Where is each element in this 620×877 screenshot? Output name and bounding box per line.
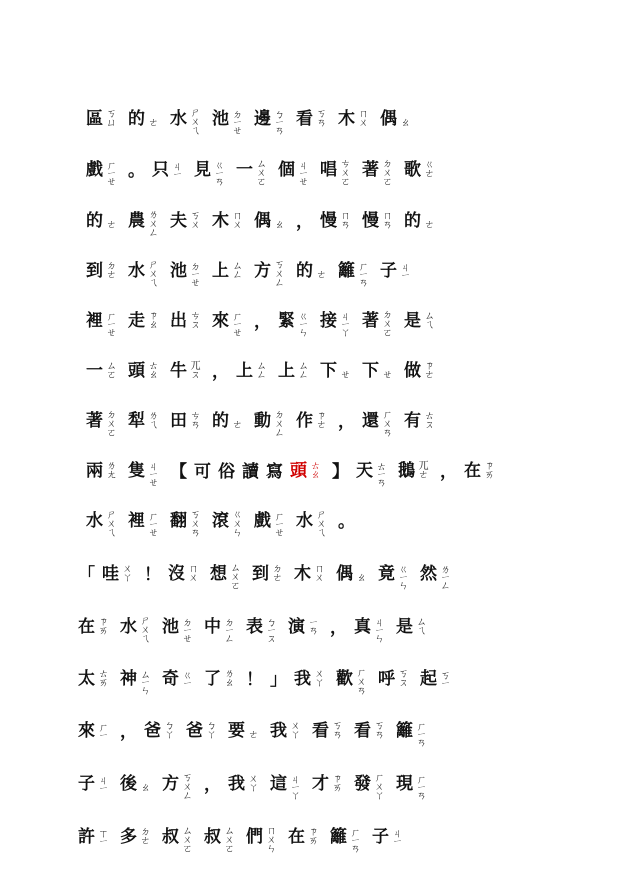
text-line [78,702,578,752]
annotated-character: 我 ㄨㄚ [294,668,323,689]
annotated-character: 看 ㄎㄢ [354,720,383,741]
annotated-character: 兩 ㄌㄤ [86,460,115,481]
annotated-character: 的 ㄜ [296,261,325,281]
text-line [78,598,578,648]
text-line [86,392,586,442]
annotated-character: 我 ㄨㄚ [270,720,299,741]
annotated-character: 呼 ㄎㄡ [378,668,407,689]
annotated-character: 爸 ㄅㄚ [144,720,173,741]
text-line [86,492,586,542]
annotated-character: 動 ㄉㄨㄥ [254,409,283,436]
annotated-character: 滾 ㄍㄨㄣ [212,509,241,536]
annotated-character: 頭 ㄊㄠ [290,460,319,481]
annotated-character: 們 ㄇㄨㄣ [246,825,275,852]
annotated-character: 一 ㄙㄨㄛ [236,158,265,185]
annotated-character: 水 ㄕㄨㄟ [86,509,115,536]
annotated-character: 多 ㄉㄜ [120,826,149,847]
annotated-character: 才 ㄗㄞ [312,773,341,794]
annotated-character: 在 ㄗㄞ [464,460,493,481]
annotated-character: 戲 ㄏㄧㄝ [254,511,283,536]
annotated-character: 在 ㄗㄞ [78,616,107,637]
annotated-character: 牛 ㄫㄡ [170,360,199,381]
annotated-character: 籬 ㄏㄧㄢ [396,721,425,746]
text-line [86,442,586,492]
text-line [86,242,586,292]
annotated-character: 裡 ㄏㄧㄝ [128,511,157,536]
punctuation: ！ [144,565,161,585]
text-line [78,755,578,805]
annotated-character: 走 ㄗㄠ [128,310,157,331]
punctuation: ， [254,312,271,332]
text-line [86,292,586,342]
annotated-character: 鵝 ㄫㄜ [398,460,427,481]
punctuation: ， [120,722,137,742]
annotated-character: 方 ㄎㄨㄥ [254,259,283,286]
annotated-character: 現 ㄏㄧㄢ [396,774,425,799]
annotated-character: 犁 ㄌㄟ [128,410,157,431]
annotated-character: 下 ㄝ [362,361,391,381]
annotated-character: 後 ㄠ [120,774,149,794]
annotated-character: 表 ㄅㄧㄡ [246,617,275,642]
punctuation: ， [212,362,229,382]
text-line [86,342,586,392]
annotated-character: 見 ㄍㄧㄢ [194,160,223,185]
annotated-character: 水 ㄕㄨㄟ [296,509,325,536]
annotated-character: 作 ㄗㄜ [296,410,325,431]
annotated-character: 發 ㄏㄨㄚ [354,772,383,799]
annotated-character: 田 ㄘㄢ [170,410,199,431]
annotated-character: 上 ㄙㄥ [278,360,307,381]
annotated-character: 水 ㄕㄨㄟ [120,615,149,642]
text-line [86,192,586,242]
annotated-character: 著 ㄉㄨㄛ [86,409,115,436]
annotated-character: 水 ㄕㄨㄟ [170,107,199,134]
annotated-character: 有 ㄊㄡ [404,410,433,431]
text-line [86,141,586,191]
annotated-character: 許 ㄒㄧ [78,827,107,847]
annotated-character: 子 ㄐㄧ [372,827,401,847]
annotated-character: 偶 ㄠ [380,109,409,129]
annotated-character: 了 ㄌㄠ [204,668,233,689]
punctuation: 。 [128,161,145,181]
annotated-character: 來 ㄏㄧㄝ [212,311,241,336]
annotated-character: 著 ㄉㄨㄛ [362,158,391,185]
annotated-character: 的 ㄜ [404,211,433,231]
annotated-character: 天 ㄊㄧㄢ [356,461,385,486]
annotated-character: 爸 ㄅㄚ [186,720,215,741]
annotated-character: 偶 ㄠ [254,211,283,231]
punctuation: 俗 [218,462,235,482]
annotated-character: 戲 ㄏㄧㄝ [86,160,115,185]
annotated-character: 偶 ㄠ [336,564,365,584]
annotated-character: 下 ㄝ [320,361,349,381]
punctuation: ， [338,412,355,432]
annotated-character: 裡 ㄏㄧㄝ [86,311,115,336]
annotated-character: 我 ㄨㄚ [228,773,257,794]
annotated-character: 木 ㄇㄨ [294,563,323,584]
annotated-character: 籬 ㄏㄧㄢ [338,261,367,286]
punctuation: 寫 [266,462,283,482]
annotated-character: 是 ㄙㄟ [396,616,425,637]
annotated-character: 沒 ㄇㄨ [168,563,197,584]
annotated-character: 隻 ㄐㄧㄝ [128,461,157,486]
annotated-character: 池 ㄉㄧㄝ [170,261,199,286]
annotated-character: 到 ㄉㄜ [252,563,281,584]
annotated-character: 要 ㄜ [228,721,257,741]
annotated-character: 竟 ㄍㄧㄣ [378,564,407,589]
annotated-character: 做 ㄗㄜ [404,360,433,381]
annotated-character: 只 ㄐㄧ [152,160,181,180]
annotated-character: 翻 ㄎㄨㄢ [170,509,199,536]
punctuation: ， [296,212,313,232]
annotated-character: 慢 ㄇㄢ [320,210,349,231]
text-line [86,90,586,140]
annotated-character: 著 ㄉㄨㄛ [362,309,391,336]
annotated-character: 上 ㄙㄥ [212,260,241,281]
annotated-character: 夫 ㄎㄨ [170,210,199,231]
annotated-character: 上 ㄙㄥ [236,360,265,381]
punctuation: 】 [332,462,349,482]
punctuation: 「 [78,565,95,585]
annotated-character: 木 ㄇㄨ [338,108,367,129]
annotated-character: 一 ㄙㄛ [86,360,115,381]
annotated-character: 籬 ㄏㄧㄢ [330,827,359,852]
annotated-character: 起 ㄎㄧ [420,669,449,689]
annotated-character: 哇 ㄨㄚ [102,563,131,584]
annotated-character: 奇 ㄍㄧ [162,669,191,689]
punctuation: 可 [194,462,211,482]
annotated-character: 子 ㄐㄧ [380,261,409,281]
annotated-character: 池 ㄉㄧㄝ [162,617,191,642]
annotated-character: 叔 ㄙㄨㄛ [162,825,191,852]
annotated-character: 看 ㄎㄢ [296,108,325,129]
annotated-character: 邊 ㄅㄧㄢ [254,109,283,134]
annotated-character: 的 ㄜ [128,109,157,129]
annotated-character: 慢 ㄇㄢ [362,210,391,231]
annotated-character: 想 ㄙㄨㄛ [210,562,239,589]
annotated-character: 的 ㄜ [86,211,115,231]
annotated-character: 中 ㄉㄧㄥ [204,617,233,642]
annotated-character: 是 ㄙㄟ [404,310,433,331]
annotated-character: 木 ㄇㄨ [212,210,241,231]
annotated-character: 來 ㄏㄧ [78,721,107,741]
annotated-character: 緊 ㄍㄧㄣ [278,311,307,336]
punctuation: 【 [170,462,187,482]
text-line [78,545,578,595]
annotated-character: 唱 ㄘㄨㄛ [320,158,349,185]
annotated-character: 看 ㄎㄢ [312,720,341,741]
punctuation: 。 [338,512,355,532]
annotated-character: 方 ㄎㄨㄥ [162,772,191,799]
annotated-character: 這 ㄐㄧㄚ [270,774,299,799]
text-line [78,650,578,700]
annotated-character: 出 ㄘㄡ [170,310,199,331]
punctuation: ， [330,618,347,638]
punctuation: 」 [270,670,287,690]
annotated-character: 個 ㄐㄧㄝ [278,160,307,185]
text-line [78,808,578,858]
annotated-character: 太 ㄊㄞ [78,668,107,689]
annotated-character: 水 ㄕㄨㄟ [128,259,157,286]
punctuation: 讀 [242,462,259,482]
annotated-character: 叔 ㄙㄨㄛ [204,825,233,852]
annotated-character: 農 ㄌㄨㄥ [128,209,157,236]
annotated-character: 演 ㄧㄢ [288,617,317,637]
annotated-character: 在 ㄗㄞ [288,826,317,847]
punctuation: ！ [246,670,263,690]
punctuation: ， [440,462,457,482]
annotated-character: 歌 ㄍㄜ [404,159,433,180]
punctuation: ， [204,775,221,795]
annotated-character: 然 ㄌㄧㄥ [420,564,449,589]
annotated-character: 真 ㄐㄧㄣ [354,617,383,642]
annotated-character: 接 ㄐㄧㄚ [320,311,349,336]
annotated-character: 歡 ㄏㄨㄢ [336,667,365,694]
annotated-character: 頭 ㄊㄠ [128,360,157,381]
annotated-character: 到 ㄉㄜ [86,260,115,281]
annotated-character: 還 ㄏㄨㄢ [362,409,391,436]
annotated-character: 神 ㄙㄧㄣ [120,669,149,694]
annotated-character: 的 ㄜ [212,411,241,431]
annotated-character: 池 ㄉㄧㄝ [212,109,241,134]
annotated-character: 子 ㄐㄧ [78,774,107,794]
annotated-character: 區 ㄎㄩ [86,108,115,129]
